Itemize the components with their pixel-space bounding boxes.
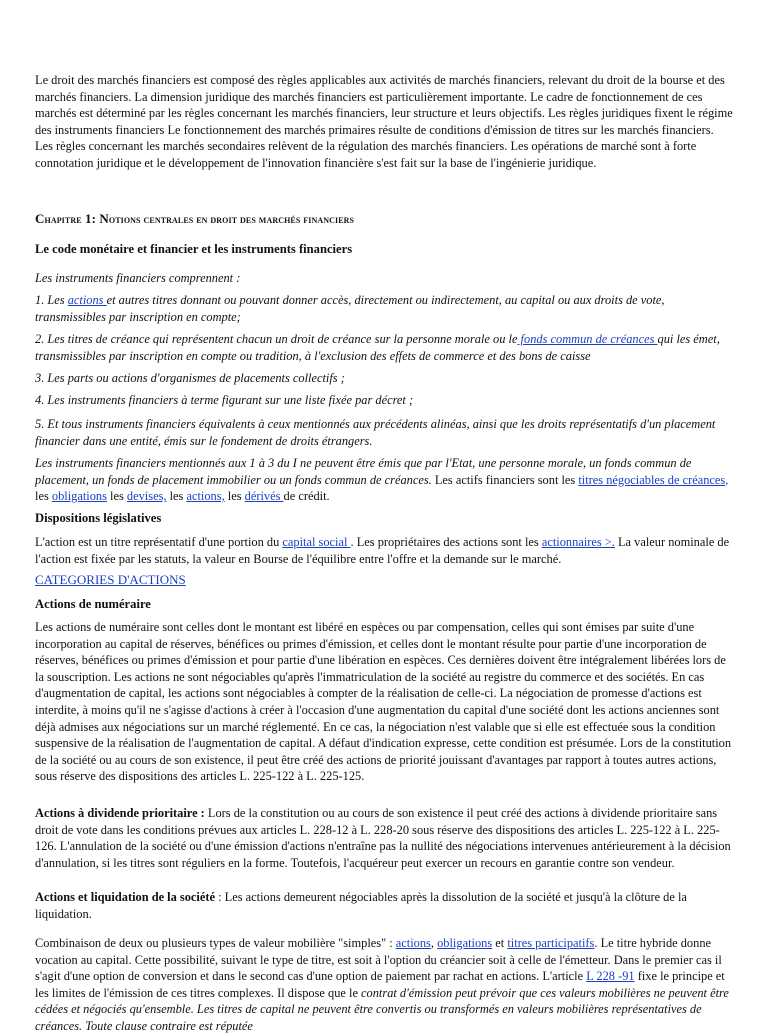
numeraire-title: Actions de numéraire bbox=[35, 597, 151, 611]
dividende-title: Actions à dividende prioritaire : bbox=[35, 806, 205, 820]
intro-paragraph: Le droit des marchés financiers est composé des règles applicables aux activités de marchés financiers, relevant du droit de la bourse et des marchés financiers. La dimension juridique des marchés financiers est particulièrement importante. Le cadre de fonctionnement de ces marchés est déterminé par les règles concernant les marchés financiers, leur structure et leurs objectifs. Les règles juridiques fixent le régime des instruments financiers Le fonctionnement des marchés primaires résulte de conditions d'émission de titres sur les marchés financiers. Les règles concernant les marchés secondaires relèvent de la régulation des marchés financiers. Les opérations de marché sont à forte connotation juridique et le développement de l'innovation financière s'est fait sur la base de l'ingénierie juridique. bbox=[35, 73, 733, 170]
combinaison-paragraph: Combinaison de deux ou plusieurs types de valeur mobilière "simples" : actions, obligations et titres participatifs. Le titre hybride donne vocation au capital. Cette possibilité, suivant le type de titre, est soit à l'option du créancier soit à celle de l'émetteur. Dans le premier cas il s'agit d'une option de conversion et dans le second cas d'une option de paiement par rachat en actions. L'article L 228 -91 fixe le principe et les limites de l'émission de ces titres complexes. Il dispose que le contrat d'émission peut prévoir que ces valeurs mobilières ne peuvent être cédées et négociés qu'ensemble. Les titres de capital ne peuvent être convertis ou transformés en valeurs mobilières représentatives de créances. Toute clause contraire est réputée bbox=[35, 936, 729, 1033]
numeraire-paragraph: Les actions de numéraire sont celles dont le montant est libéré en espèces ou par compensation, celles qui sont émises par suite d'une incorporation au capital de réserves, bénéfices ou primes d'émission, et celles dont le montant résulte pour partie d'une incorporation de réserves, bénéfices ou primes d'émission et pour partie d'une libération en espèces. Ces dernières doivent être intégralement libérées lors de la souscription. Les actions ne sont négociables qu'après l'immatriculation de la société au registre du commerce et des sociétés. En cas d'augmentation de capital, les actions sont négociables à compter de la réalisation de celle-ci. La négociation de promesse d'actions est interdite, à moins qu'il ne s'agisse d'actions à créer à l'occasion d'une augmentation du capital d'une société dont les actions anciennes sont déjà admises aux négociations sur un marché réglementé. En ce cas, la négociation n'est valable que si elle est effectuée sous la condition suspensive de la réalisation de l'augmentation de capital. A défaut d'indication expresse, cette condition est présumée. Lors de la constitution de la société ou au cours de son existence, il peut être créé des actions de priorité jouissant d'avantages par rapport à toutes autres actions, sous réserve des dispositions des articles L. 225-122 à L. 225-125. bbox=[35, 620, 732, 784]
chapter-heading: Chapitre 1: Notions centrales en droit des marchés financiers bbox=[35, 211, 355, 226]
list-item-1: 1. Les actions et autres titres donnant ou pouvant donner accès, directement ou indirectement, au capital ou aux droits de vote, transmissibles par inscription en compte; bbox=[35, 293, 665, 324]
titres-participatifs-link[interactable]: titres participatifs bbox=[507, 936, 595, 950]
section-title: Le code monétaire et financier et les instruments financiers bbox=[35, 242, 353, 256]
derives-link[interactable]: dérivés bbox=[244, 489, 284, 504]
action-definition: L'action est un titre représentatif d'une portion du capital social . Les propriétaires des actions sont les actionnaires >. La valeur nominale de l'action est fixée par les statuts, la valeur en Bourse de l'équilibre entre l'offre et la demande sur le marché. bbox=[35, 535, 730, 566]
actions-link[interactable]: actions bbox=[67, 293, 107, 307]
obligations-link[interactable]: obligations bbox=[51, 489, 107, 504]
actions-link-2[interactable]: actions, bbox=[186, 489, 225, 504]
dividende-paragraph: Actions à dividende prioritaire : Lors de la constitution ou au cours de son existence il peut créé des actions à dividende prioritaire sans droit de vote dans les conditions prévues aux articles L. 228-12 à L. 228-20 sous réserve des dispositions des articles L. 225-122 à L. 225-126. L'annulation de la société ou d'une émission d'actions n'entraîne pas la nullité des négociations intervenues antérieurement à la décision d'annulation, si les titres sont réguliers en la forme. Toutefois, l'acquéreur peut exercer un recours en garantie contre son vendeur. bbox=[35, 806, 731, 870]
list-item-3: 3. Les parts ou actions d'organismes de placements collectifs ; bbox=[35, 371, 345, 385]
liquidation-title: Actions et liquidation de la société bbox=[35, 890, 216, 904]
liquidation-paragraph: Actions et liquidation de la société : Les actions demeurent négociables après la dissolution de la société et jusqu'à la clôture de la liquidation. bbox=[35, 890, 687, 921]
categories-link[interactable]: CATEGORIES D'ACTIONS bbox=[35, 572, 186, 587]
obligations-link-2[interactable]: obligations bbox=[437, 936, 493, 950]
list-item-5: 5. Et tous instruments financiers équivalents à ceux mentionnés aux précédents alinéas, ainsi que les droits représentatifs d'un placement financier dans une entité, émis sur le fondement de droits étrangers. bbox=[35, 417, 716, 448]
actions-link-3[interactable]: actions bbox=[395, 936, 431, 950]
fonds-commun-link[interactable]: fonds commun de créances bbox=[517, 332, 658, 346]
list-item-4: 4. Les instruments financiers à terme figurant sur une liste fixée par décret ; bbox=[35, 393, 414, 407]
devises-link[interactable]: devises, bbox=[126, 489, 167, 504]
dispositions-title: Dispositions législatives bbox=[35, 511, 162, 525]
mentioned-paragraph: Les instruments financiers mentionnés aux 1 à 3 du I ne peuvent être émis que par l'Etat, une personne morale, un fonds commun de placement, un fonds de placement immobilier ou un fonds commun de créances. Les actifs financiers sont les titres négociables de créances, les obligations les devises, les actions, les dérivés de crédit. bbox=[35, 456, 729, 504]
article-link[interactable]: L 228 -91 bbox=[586, 969, 635, 984]
categories-heading bbox=[35, 572, 733, 589]
capital-social-link[interactable]: capital social bbox=[282, 535, 351, 549]
actionnaires-link[interactable]: actionnaires >. bbox=[541, 535, 615, 549]
list-item-2: 2. Les titres de créance qui représentent chacun un droit de créance sur la personne morale ou le fonds commun de créances qui les émet, transmissibles par inscription en compte ou tradition, à l'exclusion des effets de commerce et des bons de caisse bbox=[35, 332, 720, 363]
titres-negociables-link[interactable]: titres négociables de créances, bbox=[578, 472, 729, 487]
list-intro: Les instruments financiers comprennent : bbox=[35, 271, 241, 285]
